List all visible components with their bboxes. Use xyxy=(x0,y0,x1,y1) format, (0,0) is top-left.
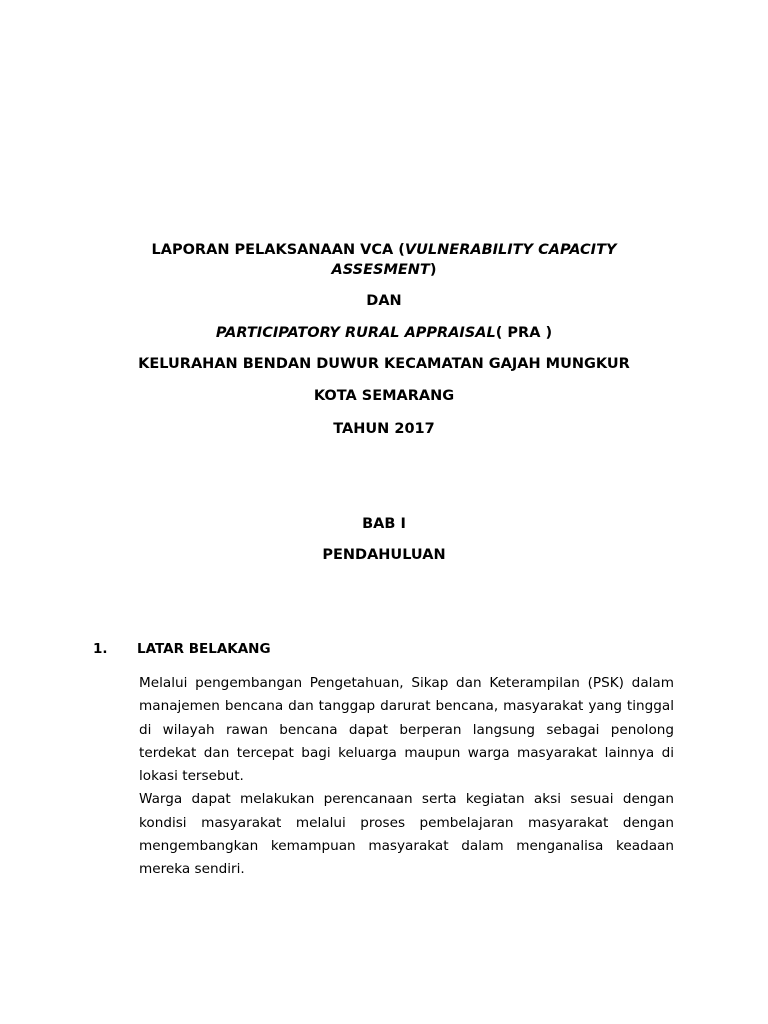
title-tahun: TAHUN 2017 xyxy=(333,421,435,437)
title-line-3-suffix: ( PRA ) xyxy=(495,325,553,341)
chapter-label xyxy=(110,514,658,534)
section-title: LATAR BELAKANG xyxy=(137,641,271,657)
title-pra-line xyxy=(110,323,658,343)
title-line-5 xyxy=(110,386,658,406)
paragraph: Melalui pengembangan Pengetahuan, Sikap dan Keterampilan (PSK) dalam manajemen bencana dan tanggap darurat bencana, masyarakat yang tinggal di wilayah rawan bencana dapat berperan langsung sebagai penolong terdekat dan tercepat bagi keluarga maupun warga masyarakat lainnya di lokasi tersebut. xyxy=(139,675,674,785)
title-line-2 xyxy=(110,291,658,311)
title-line-4 xyxy=(84,354,684,374)
title-kota: KOTA SEMARANG xyxy=(313,388,455,404)
title-line-3 xyxy=(110,323,658,343)
title-line-3-italic: PARTICIPATORY RURAL APPRAISAL xyxy=(215,325,496,341)
title-kelurahan: KELURAHAN BENDAN DUWUR KECAMATAN GAJAH MUNGKUR xyxy=(138,356,630,372)
section-body xyxy=(139,672,674,882)
title-line-6 xyxy=(110,419,658,439)
title-line-1-suffix: ) xyxy=(429,262,437,278)
chapter-title: PENDAHULUAN xyxy=(322,547,446,563)
section-number: 1. xyxy=(93,641,108,657)
chapter-name xyxy=(110,545,658,565)
report-title xyxy=(110,240,658,280)
title-line-1 xyxy=(110,240,658,280)
section-heading xyxy=(93,640,271,658)
title-line-1-prefix: LAPORAN PELAKSANAAN VCA ( xyxy=(151,242,405,258)
title-dan: DAN xyxy=(366,293,402,309)
title-line-1-italic: VULNERABILITY CAPACITY ASSESMENT xyxy=(331,242,617,278)
paragraph: Warga dapat melakukan perencanaan serta kegiatan aksi sesuai dengan kondisi masyarakat melalui proses pembelajaran masyarakat dengan mengembangkan kemampuan masyarakat dalam menganalisa keadaan mereka sendiri. xyxy=(139,791,674,878)
chapter-number: BAB I xyxy=(362,516,406,532)
